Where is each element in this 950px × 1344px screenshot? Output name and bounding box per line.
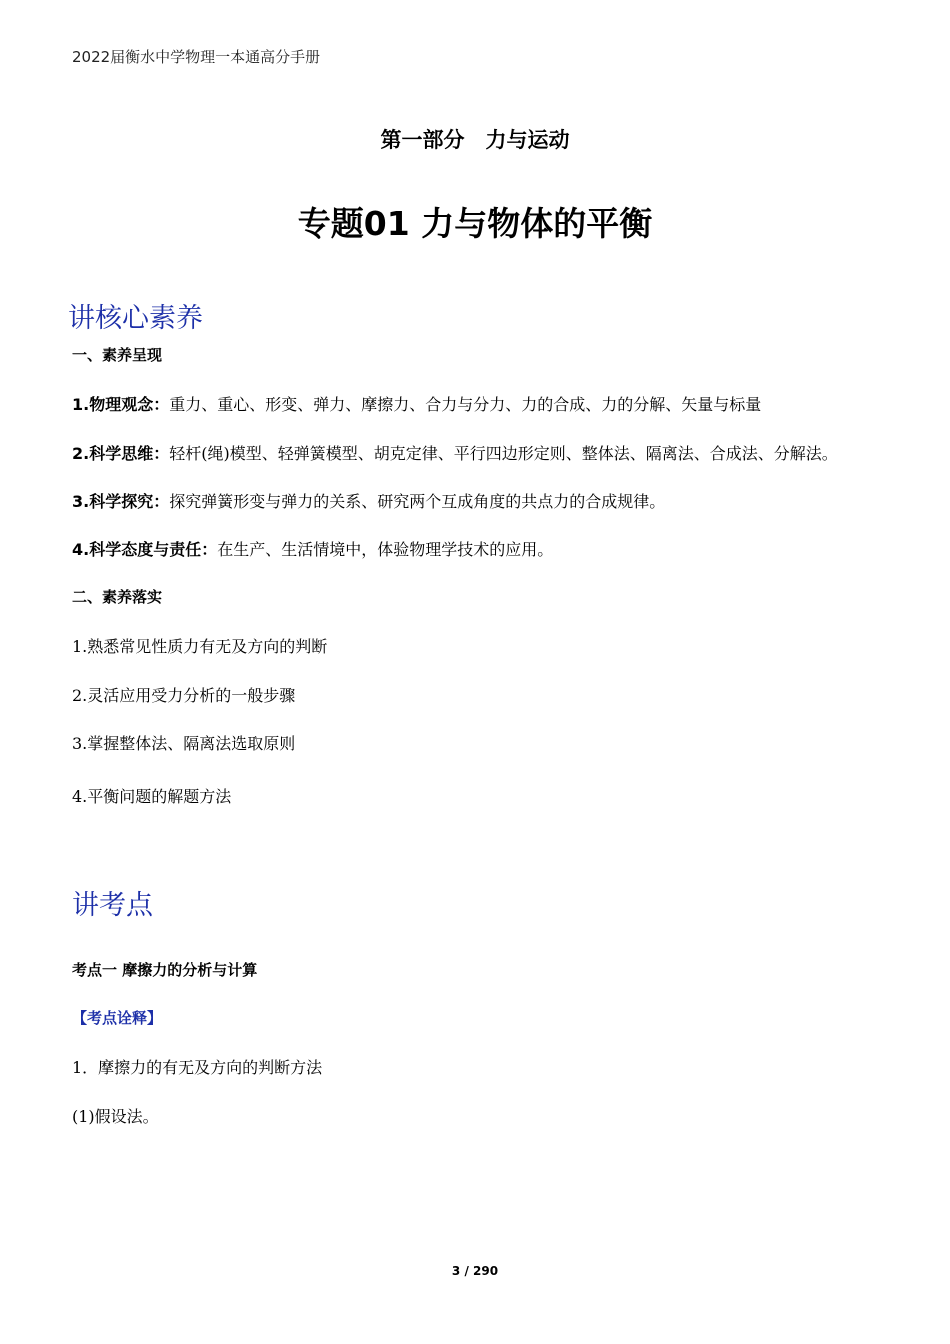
- explanation-tag: 【考点诠释】: [72, 1009, 163, 1027]
- literacy-item-1: [72, 392, 761, 415]
- literacy-item-label: 3.科学探究：: [72, 492, 170, 511]
- exam-point-line-2: (1)假设法。: [72, 1107, 159, 1126]
- literacy-item-2: [72, 441, 838, 464]
- literacy-item-3: [72, 489, 665, 512]
- part-title: 第一部分 力与运动: [380, 128, 570, 152]
- literacy-item-label: 4.科学态度与责任：: [72, 540, 218, 559]
- literacy-item-4: [72, 537, 553, 560]
- literacy-item-text: 在生产、生活情境中，体验物理学技术的应用。: [217, 540, 554, 559]
- exam-points-heading: 讲考点: [72, 890, 153, 921]
- running-header: 2022届衡水中学物理一本通高分手册: [72, 48, 321, 66]
- literacy-implementation-heading: 二、素养落实: [72, 588, 163, 606]
- literacy-item-text: 探究弹簧形变与弹力的关系、研究两个互成角度的共点力的合成规律。: [169, 492, 666, 511]
- literacy-item-text: 轻杆(绳)模型、轻弹簧模型、胡克定律、平行四边形定则、整体法、隔离法、合成法、分解法。: [169, 444, 838, 463]
- core-literacy-heading: 讲核心素养: [68, 303, 203, 334]
- literacy-item-label: 1.物理观念：: [72, 395, 170, 414]
- literacy-presentation-heading: 一、素养呈现: [72, 346, 163, 364]
- topic-title: 专题01 力与物体的平衡: [297, 204, 653, 243]
- page-number: 3 / 290: [451, 1264, 499, 1278]
- literacy-item-label: 2.科学思维：: [72, 444, 170, 463]
- implementation-item-4: 4.平衡问题的解题方法: [72, 787, 232, 806]
- implementation-item-3: 3.掌握整体法、隔离法选取原则: [72, 734, 296, 753]
- exam-point-line-1: 1．摩擦力的有无及方向的判断方法: [72, 1058, 323, 1077]
- literacy-item-text: 重力、重心、形变、弹力、摩擦力、合力与分力、力的合成、力的分解、矢量与标量: [169, 395, 762, 414]
- exam-point-1-title: 考点一 摩擦力的分析与计算: [72, 961, 258, 979]
- implementation-item-1: 1.熟悉常见性质力有无及方向的判断: [72, 637, 328, 656]
- implementation-item-2: 2.灵活应用受力分析的一般步骤: [72, 686, 296, 705]
